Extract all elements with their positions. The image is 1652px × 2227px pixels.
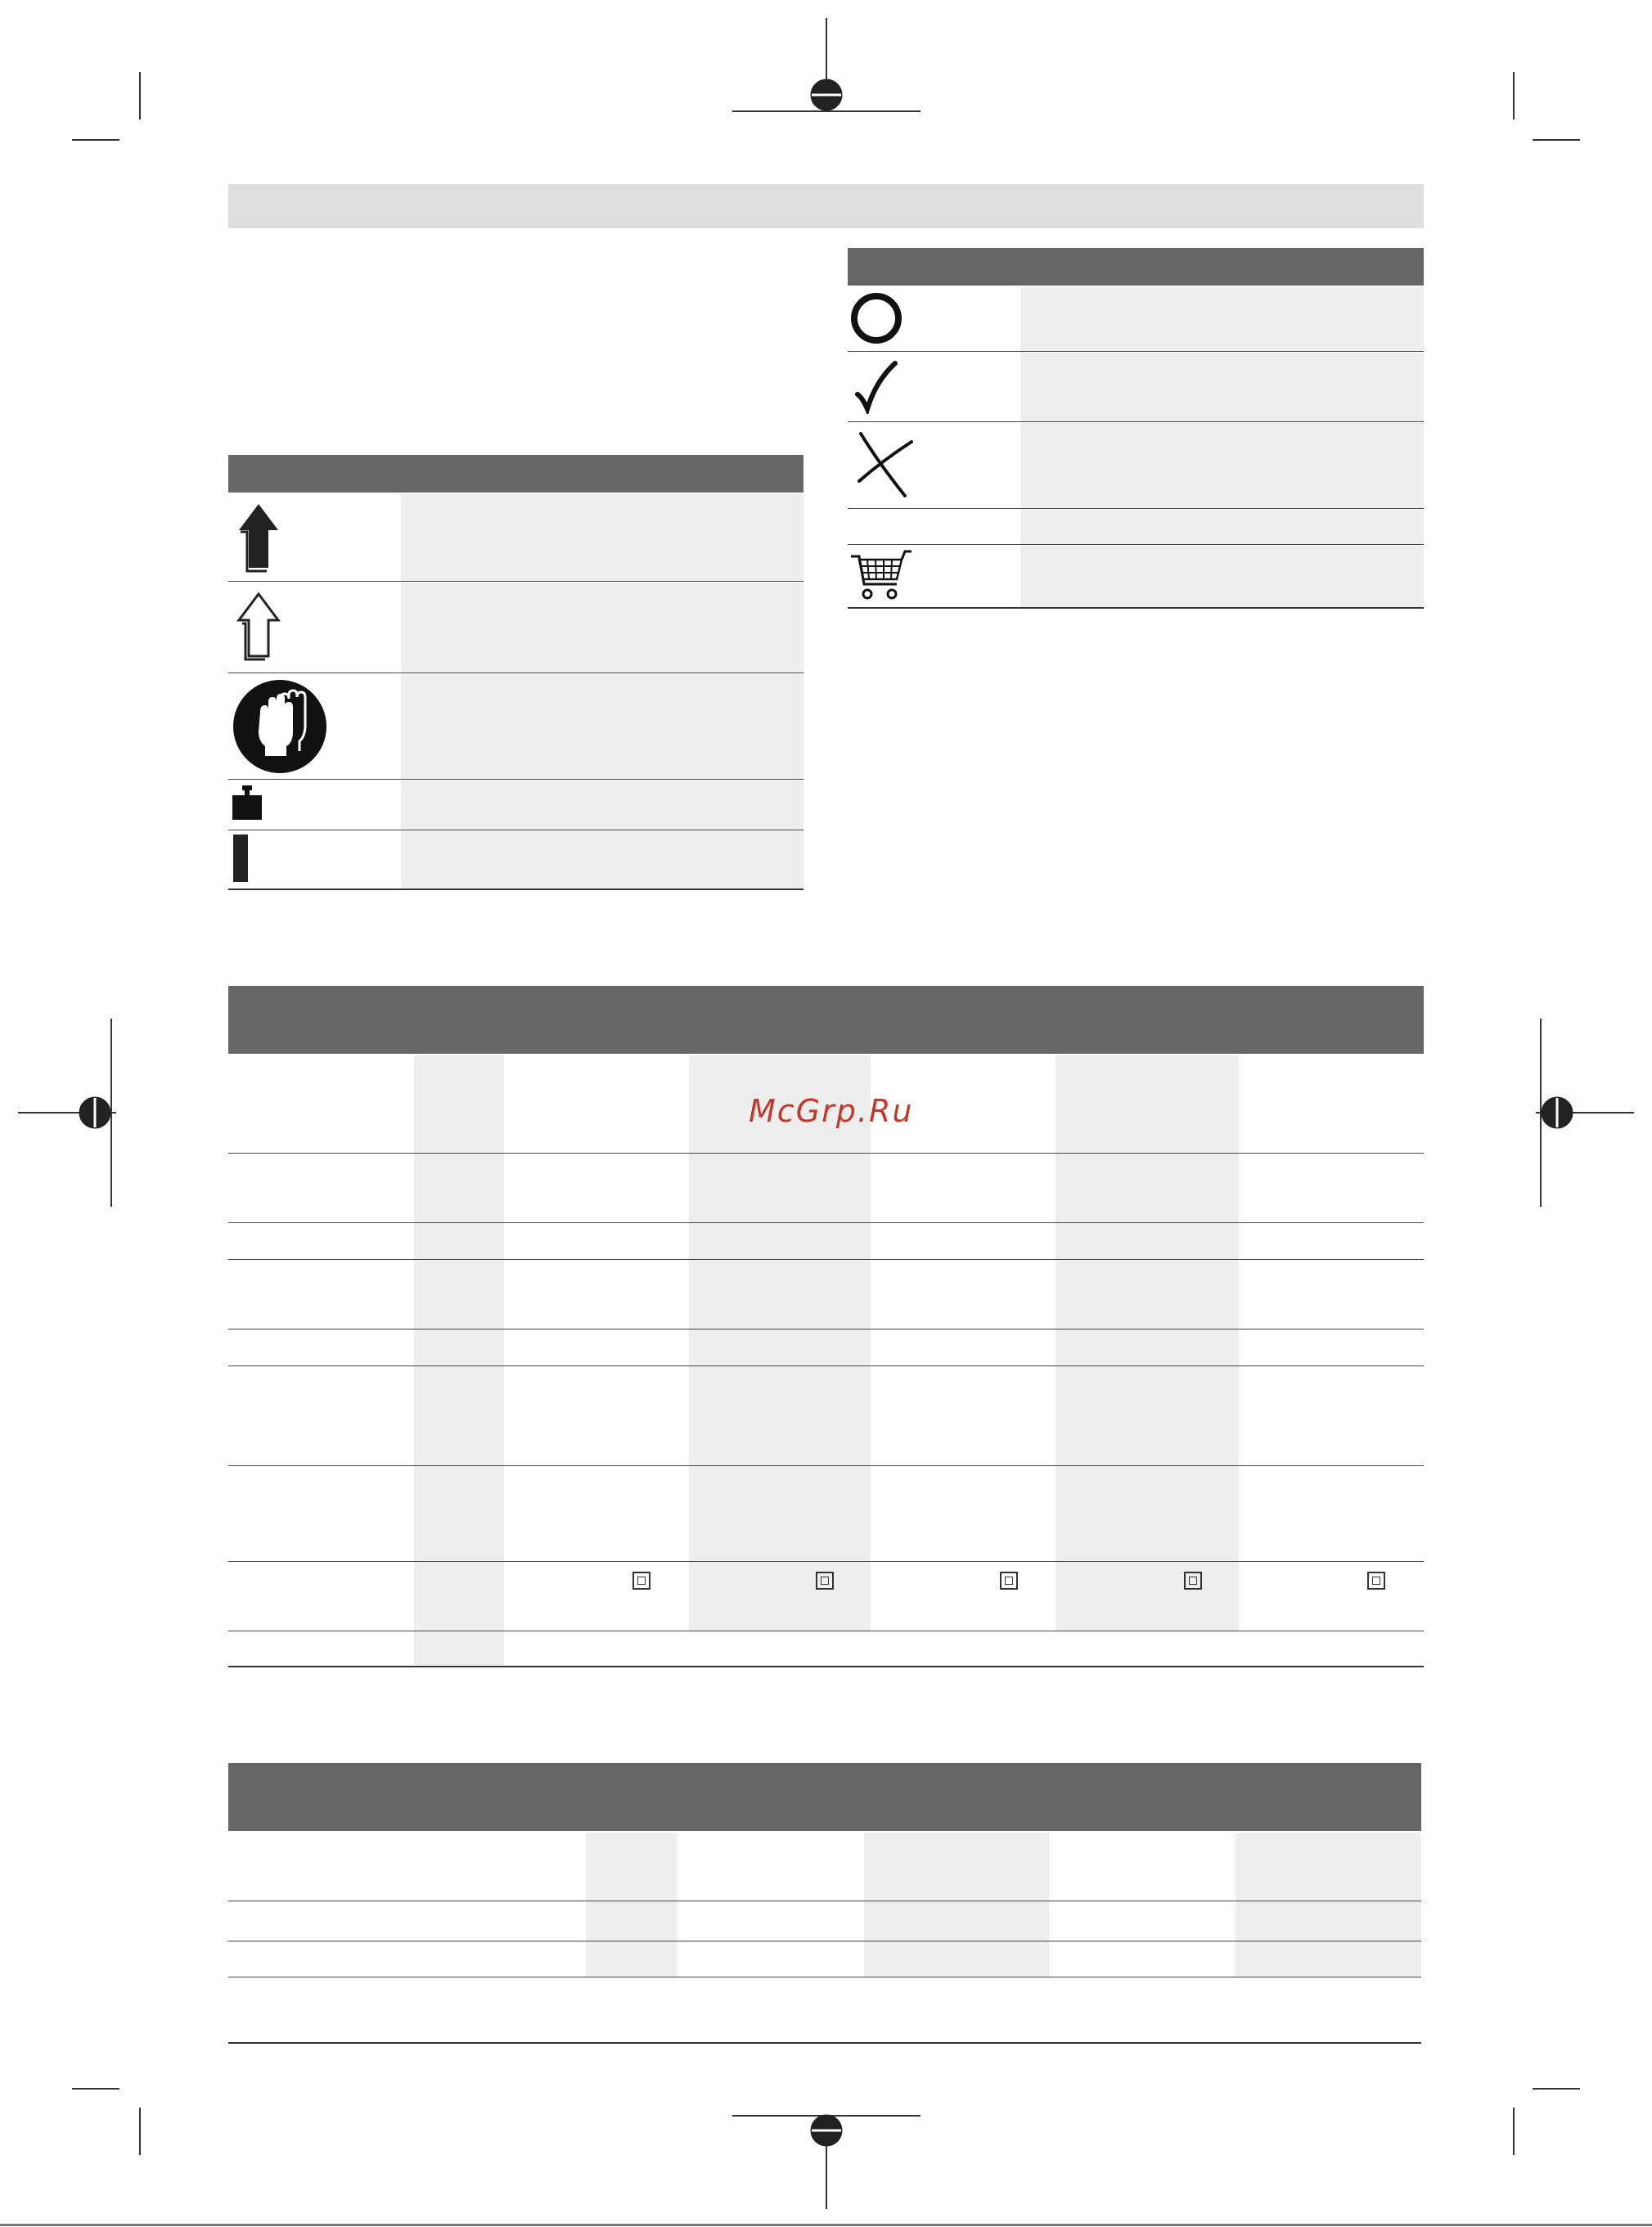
row-divider (848, 544, 1424, 545)
table-cell (1020, 423, 1424, 508)
crop-mark (139, 2108, 141, 2155)
crop-mark (1533, 139, 1580, 141)
row-divider (228, 1365, 1424, 1366)
table-column-shade (414, 1055, 504, 1665)
row-divider (228, 1222, 1424, 1223)
row-divider (848, 351, 1424, 352)
registration-target-left (18, 1019, 116, 1207)
watermark: McGrp.Ru (749, 1093, 914, 1129)
weight-icon (232, 785, 262, 821)
row-divider (228, 1153, 1424, 1154)
protection-class-icon (816, 1572, 834, 1590)
table-cell (1020, 510, 1424, 544)
table-cell (401, 494, 803, 581)
table-cell (401, 583, 803, 673)
crop-mark (72, 139, 119, 141)
table-header (228, 1763, 1421, 1831)
filled-arrow-up-icon (234, 502, 283, 573)
row-divider (228, 1561, 1424, 1562)
crop-mark (1513, 72, 1515, 119)
registration-target-bottom (732, 2103, 921, 2225)
table-column-shade (1056, 1055, 1239, 1631)
row-divider (848, 421, 1424, 422)
table-cell (1020, 546, 1424, 607)
table-header (228, 455, 803, 493)
table-header (848, 248, 1424, 286)
row-divider (848, 508, 1424, 509)
table-cell (401, 781, 803, 830)
row-divider (228, 2042, 1421, 2044)
cross-icon (854, 430, 916, 499)
table-column-shade (1236, 1833, 1421, 1977)
row-divider (228, 1259, 1424, 1260)
battery-bar-icon (233, 835, 248, 884)
outline-arrow-up-icon (234, 591, 283, 661)
row-divider (228, 581, 803, 582)
row-divider (228, 889, 803, 890)
shopping-cart-icon (849, 548, 912, 602)
row-divider (228, 1465, 1424, 1466)
table-header (228, 986, 1424, 1054)
table-cell (401, 831, 803, 889)
protection-class-icon (1000, 1572, 1018, 1590)
table-cell (1020, 353, 1424, 421)
row-divider (228, 1666, 1424, 1667)
row-divider (848, 607, 1424, 609)
crop-mark (72, 2088, 119, 2090)
page-bottom-edge (0, 2224, 1652, 2226)
row-divider (228, 779, 803, 780)
section-header-band (228, 184, 1424, 228)
registration-target-top (732, 18, 921, 198)
table-column-shade (864, 1833, 1049, 1977)
crop-mark (1513, 2108, 1515, 2155)
protective-gloves-icon (231, 677, 329, 776)
registration-target-right (1536, 1019, 1634, 1207)
table-column-shade (689, 1055, 871, 1631)
circle-icon (849, 291, 903, 345)
table-cell (1020, 287, 1424, 351)
table-cell (401, 674, 803, 779)
protection-class-icon (1367, 1572, 1385, 1590)
protection-class-icon (1184, 1572, 1202, 1590)
table-column-shade (586, 1833, 677, 1977)
crop-mark (1533, 2088, 1580, 2090)
crop-mark (139, 72, 141, 119)
protection-class-icon (632, 1572, 650, 1590)
check-mark-icon (854, 360, 900, 414)
